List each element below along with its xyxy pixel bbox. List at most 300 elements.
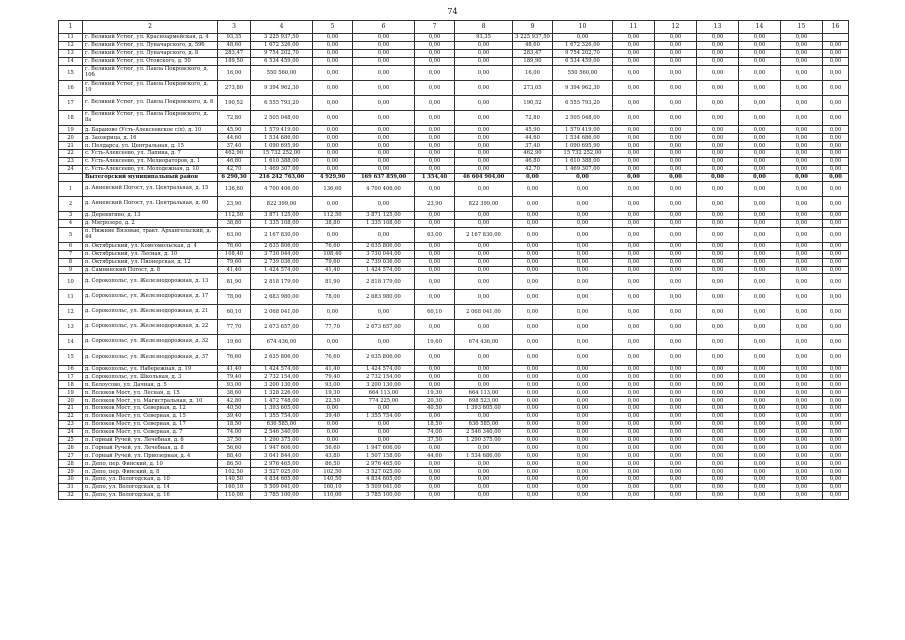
address-cell: п. Депо, пер. Финский, д. 8	[83, 468, 218, 476]
value-cell: 6 534 459,00	[553, 57, 613, 65]
value-cell: 0,00	[415, 49, 455, 57]
value-cell: 0,00	[415, 266, 455, 274]
value-cell: 1 335 108,00	[251, 219, 313, 227]
value-cell: 140,50	[313, 476, 353, 484]
address-cell: п. Депо, ул. Вологодская, д. 10	[83, 476, 218, 484]
value-cell: 1 610 388,00	[251, 157, 313, 165]
value-cell: 0,00	[553, 491, 613, 499]
table-row	[59, 250, 849, 258]
value-cell: 22,50	[313, 397, 353, 405]
value-cell: 0,00	[513, 428, 553, 436]
address-cell: д. Сорокопольс, ул. Железнодорожная, д. 22	[83, 320, 218, 335]
value-cell: 0,00	[655, 274, 697, 289]
value-cell: 110,00	[218, 491, 251, 499]
value-cell: 0,00	[655, 165, 697, 173]
value-cell: 0,00	[513, 397, 553, 405]
value-cell: 0,00	[415, 126, 455, 134]
value-cell: 0,00	[613, 381, 655, 389]
value-cell: 2 818 179,00	[251, 274, 313, 289]
address-cell: Вытегорский муниципальный район	[83, 173, 218, 181]
value-cell: 0,00	[823, 258, 849, 266]
value-cell: 0,00	[823, 304, 849, 319]
table-row	[59, 420, 849, 428]
value-cell: 0,00	[353, 428, 415, 436]
value-cell: 5 509 041,00	[353, 483, 415, 491]
value-cell: 6 534 459,00	[251, 57, 313, 65]
value-cell: 39,40	[313, 412, 353, 420]
value-cell: 0,00	[739, 452, 781, 460]
value-cell: 0,00	[697, 389, 739, 397]
table-row	[59, 460, 849, 468]
value-cell: 2 635 806,00	[251, 242, 313, 250]
value-cell: 0,00	[781, 165, 823, 173]
value-cell: 16,00	[513, 65, 553, 80]
value-cell: 0,00	[415, 165, 455, 173]
value-cell: 0,00	[455, 289, 513, 304]
value-cell: 0,00	[415, 181, 455, 196]
value-cell: 41,40	[313, 365, 353, 373]
value-cell: 0,00	[739, 460, 781, 468]
value-cell: 1 393 605,00	[455, 405, 513, 413]
value-cell: 0,00	[739, 219, 781, 227]
value-cell: 4 834 605,00	[251, 476, 313, 484]
value-cell: 102,50	[218, 468, 251, 476]
value-cell: 42,70	[218, 165, 251, 173]
value-cell: 0,00	[823, 397, 849, 405]
value-cell: 0,00	[455, 149, 513, 157]
value-cell: 0,00	[313, 65, 353, 80]
value-cell: 0,00	[697, 49, 739, 57]
address-cell: д. Сорокопольс, ул. Железнодорожная, д. 17	[83, 289, 218, 304]
value-cell: 0,00	[553, 266, 613, 274]
row-number-cell: 19	[59, 126, 83, 134]
value-cell: 2 546 340,00	[251, 428, 313, 436]
value-cell: 0,00	[823, 476, 849, 484]
value-cell: 79,60	[313, 258, 353, 266]
value-cell: 0,00	[613, 397, 655, 405]
address-cell: п. Октябрьский, ул. Пионерская, д. 12	[83, 258, 218, 266]
column-header: 6	[353, 21, 415, 34]
header-row	[59, 21, 849, 34]
address-cell: д. Анненский Погост, ул. Центральная, д. 15	[83, 181, 218, 196]
value-cell: 0,00	[455, 373, 513, 381]
value-cell: 0,00	[313, 126, 353, 134]
value-cell: 0,00	[353, 41, 415, 49]
value-cell: 72,80	[218, 111, 251, 126]
value-cell: 0,00	[739, 227, 781, 242]
value-cell: 0,00	[697, 242, 739, 250]
row-number-cell: 3	[59, 211, 83, 219]
row-number-cell: 23	[59, 157, 83, 165]
value-cell: 0,00	[613, 126, 655, 134]
value-cell: 0,00	[823, 444, 849, 452]
value-cell: 0,00	[781, 460, 823, 468]
value-cell: 2 818 179,00	[353, 274, 415, 289]
value-cell: 0,00	[655, 34, 697, 42]
value-cell: 0,00	[455, 476, 513, 484]
value-cell: 0,00	[415, 34, 455, 42]
value-cell: 0,00	[513, 405, 553, 413]
value-cell: 0,00	[353, 126, 415, 134]
value-cell: 0,00	[655, 444, 697, 452]
table-row	[59, 95, 849, 110]
value-cell: 38,60	[218, 389, 251, 397]
value-cell: 0,00	[455, 365, 513, 373]
value-cell: 1 090 695,90	[553, 142, 613, 150]
value-cell: 37,40	[513, 142, 553, 150]
value-cell: 0,00	[613, 142, 655, 150]
value-cell: 189,50	[218, 57, 251, 65]
value-cell: 0,00	[697, 483, 739, 491]
value-cell: 0,00	[739, 476, 781, 484]
value-cell: 0,00	[655, 49, 697, 57]
value-cell: 0,00	[513, 335, 553, 350]
value-cell: 0,00	[739, 65, 781, 80]
value-cell: 0,00	[455, 242, 513, 250]
value-cell: 0,00	[739, 173, 781, 181]
value-cell: 0,00	[313, 196, 353, 211]
value-cell: 0,00	[697, 65, 739, 80]
value-cell: 0,00	[415, 320, 455, 335]
address-cell: п. Полдарса, ул. Центральная, д. 15	[83, 142, 218, 150]
value-cell: 0,00	[697, 381, 739, 389]
value-cell: 20,30	[415, 397, 455, 405]
value-cell: 112,50	[218, 211, 251, 219]
value-cell: 0,00	[697, 41, 739, 49]
table-row	[59, 365, 849, 373]
value-cell: 0,00	[697, 274, 739, 289]
value-cell: 0,00	[613, 65, 655, 80]
row-number-cell: 4	[59, 219, 83, 227]
value-cell: 0,00	[823, 157, 849, 165]
value-cell: 41,40	[218, 365, 251, 373]
value-cell: 0,00	[739, 149, 781, 157]
address-cell: п. Волоков Мост, ул. Северная, д. 17	[83, 420, 218, 428]
table-row	[59, 149, 849, 157]
value-cell: 2 732 154,00	[251, 373, 313, 381]
value-cell: 0,00	[553, 258, 613, 266]
row-number-cell: 29	[59, 468, 83, 476]
value-cell: 1 424 574,00	[353, 266, 415, 274]
value-cell: 0,00	[781, 258, 823, 266]
value-cell: 0,00	[613, 491, 655, 499]
value-cell: 0,00	[513, 181, 553, 196]
value-cell: 0,00	[613, 49, 655, 57]
table-row	[59, 165, 849, 173]
value-cell: 169 637 859,00	[353, 173, 415, 181]
value-cell: 0,00	[697, 258, 739, 266]
page-number: 74	[447, 7, 458, 16]
value-cell: 2 673 657,00	[353, 320, 415, 335]
value-cell: 0,00	[455, 134, 513, 142]
value-cell: 0,00	[313, 142, 353, 150]
value-cell: 3 041 844,00	[251, 452, 313, 460]
value-cell: 1 610 388,00	[553, 157, 613, 165]
value-cell: 822 399,00	[251, 196, 313, 211]
value-cell: 0,00	[313, 428, 353, 436]
value-cell: 0,00	[655, 436, 697, 444]
value-cell: 0,00	[455, 80, 513, 95]
value-cell: 822 399,00	[455, 196, 513, 211]
value-cell: 462,90	[513, 149, 553, 157]
value-cell: 0,00	[313, 49, 353, 57]
value-cell: 0,00	[697, 335, 739, 350]
row-number-cell: 17	[59, 373, 83, 381]
value-cell: 462,90	[218, 149, 251, 157]
address-cell: г. Великий Устюг, ул. Луначарского, д. 8	[83, 49, 218, 57]
value-cell: 74,00	[218, 428, 251, 436]
value-cell: 0,00	[739, 196, 781, 211]
value-cell: 0,00	[781, 126, 823, 134]
value-cell: 1 534 686,00	[251, 134, 313, 142]
value-cell: 0,00	[655, 428, 697, 436]
value-cell: 0,00	[455, 320, 513, 335]
value-cell: 0,00	[655, 483, 697, 491]
value-cell: 0,00	[353, 157, 415, 165]
value-cell: 6 555 793,20	[553, 95, 613, 110]
value-cell: 0,00	[613, 444, 655, 452]
table-row	[59, 196, 849, 211]
value-cell: 0,00	[823, 80, 849, 95]
value-cell: 0,00	[823, 412, 849, 420]
value-cell: 0,00	[613, 250, 655, 258]
row-number-cell: 11	[59, 289, 83, 304]
address-cell: г. Великий Устюг, ул. Павла Покровского, д. 10б	[83, 65, 218, 80]
value-cell: 0,00	[313, 405, 353, 413]
value-cell: 0,00	[823, 335, 849, 350]
value-cell: 37,40	[218, 142, 251, 150]
value-cell: 0,00	[513, 389, 553, 397]
row-number-cell: 15	[59, 350, 83, 365]
value-cell: 0,00	[313, 157, 353, 165]
value-cell: 0,00	[513, 483, 553, 491]
value-cell: 3 730 044,00	[353, 250, 415, 258]
value-cell: 0,00	[655, 57, 697, 65]
value-cell: 0,00	[553, 452, 613, 460]
table-row	[59, 134, 849, 142]
value-cell: 0,00	[513, 476, 553, 484]
value-cell: 46,80	[218, 157, 251, 165]
value-cell: 2 739 036,00	[353, 258, 415, 266]
value-cell: 0,00	[455, 211, 513, 219]
value-cell: 0,00	[781, 389, 823, 397]
value-cell: 0,00	[823, 365, 849, 373]
value-cell: 1 534 686,00	[553, 134, 613, 142]
address-cell: п. Волоков Мост, ул. Северная, д. 7	[83, 428, 218, 436]
value-cell: 0,00	[655, 134, 697, 142]
value-cell: 0,00	[655, 420, 697, 428]
value-cell: 4 834 605,00	[353, 476, 415, 484]
value-cell: 0,00	[823, 274, 849, 289]
value-cell: 48,60	[513, 41, 553, 49]
value-cell: 3 730 044,00	[251, 250, 313, 258]
value-cell: 0,00	[455, 49, 513, 57]
value-cell: 0,00	[415, 274, 455, 289]
value-cell: 0,00	[613, 157, 655, 165]
value-cell: 60,10	[415, 304, 455, 319]
value-cell: 0,00	[697, 142, 739, 150]
value-cell: 1 355 754,00	[353, 412, 415, 420]
value-cell: 0,00	[613, 405, 655, 413]
address-cell: г. Великий Устюг, ул. Павла Покровского, д. 19	[83, 80, 218, 95]
value-cell: 0,00	[781, 181, 823, 196]
row-number-cell: 19	[59, 389, 83, 397]
value-cell: 0,00	[697, 350, 739, 365]
value-cell: 79,40	[218, 373, 251, 381]
row-number-cell: 20	[59, 397, 83, 405]
value-cell: 0,00	[655, 476, 697, 484]
value-cell: 0,00	[455, 41, 513, 49]
value-cell: 2 635 806,00	[251, 350, 313, 365]
column-header: 13	[697, 21, 739, 34]
value-cell: 0,00	[415, 242, 455, 250]
value-cell: 0,00	[613, 420, 655, 428]
value-cell: 102,50	[313, 468, 353, 476]
value-cell: 1 354,40	[415, 173, 455, 181]
value-cell: 0,00	[513, 227, 553, 242]
value-cell: 0,00	[739, 483, 781, 491]
row-number-cell: 11	[59, 34, 83, 42]
value-cell: 0,00	[823, 483, 849, 491]
table-row	[59, 49, 849, 57]
value-cell: 0,00	[313, 227, 353, 242]
row-number-cell: 16	[59, 365, 83, 373]
value-cell: 0,00	[613, 57, 655, 65]
value-cell: 0,00	[655, 250, 697, 258]
value-cell: 0,00	[739, 444, 781, 452]
value-cell: 0,00	[353, 436, 415, 444]
value-cell: 40,50	[218, 405, 251, 413]
value-cell: 0,00	[353, 149, 415, 157]
value-cell: 0,00	[823, 405, 849, 413]
value-cell: 0,00	[313, 134, 353, 142]
value-cell: 0,00	[739, 49, 781, 57]
value-cell: 0,00	[655, 452, 697, 460]
row-number-cell: 27	[59, 452, 83, 460]
value-cell: 1 469 307,00	[553, 165, 613, 173]
value-cell: 1 472 748,00	[251, 397, 313, 405]
value-cell: 1 290 375,00	[251, 436, 313, 444]
value-cell: 136,60	[313, 181, 353, 196]
value-cell: 0,00	[353, 304, 415, 319]
value-cell: 0,00	[781, 491, 823, 499]
value-cell: 9 394 962,30	[553, 80, 613, 95]
value-cell: 0,00	[553, 320, 613, 335]
value-cell: 190,52	[513, 95, 553, 110]
row-number-cell: 21	[59, 142, 83, 150]
value-cell: 56,60	[313, 444, 353, 452]
value-cell: 0,00	[655, 196, 697, 211]
value-cell: 0,00	[513, 304, 553, 319]
value-cell: 0,00	[655, 335, 697, 350]
value-cell: 0,00	[739, 165, 781, 173]
value-cell: 93,00	[218, 381, 251, 389]
value-cell: 1 355 754,00	[251, 412, 313, 420]
address-cell: д. Сорокопольс, ул. Железнодорожная, д. 21	[83, 304, 218, 319]
row-number-cell: 10	[59, 274, 83, 289]
value-cell: 0,00	[455, 57, 513, 65]
value-cell: 3 527 025,00	[353, 468, 415, 476]
value-cell: 0,00	[781, 173, 823, 181]
resettlement-table	[58, 20, 849, 500]
value-cell: 0,00	[553, 412, 613, 420]
value-cell: 0,00	[613, 304, 655, 319]
value-cell: 0,00	[455, 412, 513, 420]
value-cell: 0,00	[781, 57, 823, 65]
value-cell: 0,00	[655, 289, 697, 304]
column-header: 15	[781, 21, 823, 34]
value-cell: 0,00	[613, 196, 655, 211]
column-header: 8	[455, 21, 513, 34]
value-cell: 0,00	[781, 41, 823, 49]
value-cell: 0,00	[781, 49, 823, 57]
value-cell: 0,00	[697, 157, 739, 165]
value-cell: 0,00	[415, 468, 455, 476]
value-cell: 108,40	[313, 250, 353, 258]
table-row	[59, 111, 849, 126]
table-row	[59, 126, 849, 134]
column-header: 7	[415, 21, 455, 34]
value-cell: 0,00	[655, 397, 697, 405]
value-cell: 0,00	[697, 111, 739, 126]
value-cell: 0,00	[613, 111, 655, 126]
value-cell: 0,00	[655, 350, 697, 365]
address-cell: г. Великий Устюг, ул. Отовского, д. 50	[83, 57, 218, 65]
value-cell: 44,60	[513, 134, 553, 142]
value-cell: 0,00	[415, 460, 455, 468]
value-cell: 0,00	[739, 242, 781, 250]
value-cell: 0,00	[739, 397, 781, 405]
row-number-cell: 28	[59, 460, 83, 468]
value-cell: 0,00	[739, 350, 781, 365]
value-cell: 0,00	[655, 41, 697, 49]
value-cell: 0,00	[513, 289, 553, 304]
value-cell: 664 113,00	[455, 389, 513, 397]
value-cell: 0,00	[823, 181, 849, 196]
value-cell: 0,00	[739, 126, 781, 134]
value-cell: 1 507 158,00	[353, 452, 415, 460]
value-cell: 0,00	[415, 444, 455, 452]
value-cell: 0,00	[553, 250, 613, 258]
value-cell: 0,00	[781, 149, 823, 157]
value-cell: 0,00	[697, 397, 739, 405]
value-cell: 0,00	[353, 57, 415, 65]
value-cell: 0,00	[553, 34, 613, 42]
value-cell: 4 929,90	[313, 173, 353, 181]
value-cell: 0,00	[781, 274, 823, 289]
value-cell: 0,00	[553, 274, 613, 289]
value-cell: 0,00	[697, 134, 739, 142]
value-cell: 0,00	[781, 476, 823, 484]
value-cell: 0,00	[513, 211, 553, 219]
value-cell: 0,00	[613, 335, 655, 350]
value-cell: 0,00	[613, 149, 655, 157]
value-cell: 0,00	[823, 219, 849, 227]
value-cell: 0,00	[553, 460, 613, 468]
value-cell: 0,00	[697, 227, 739, 242]
value-cell: 0,00	[415, 289, 455, 304]
value-cell: 0,00	[553, 397, 613, 405]
address-cell: д. Сорокопольс, ул. Школьная, д. 3	[83, 373, 218, 381]
value-cell: 0,00	[415, 95, 455, 110]
value-cell: 0,00	[513, 274, 553, 289]
value-cell: 0,00	[781, 365, 823, 373]
value-cell: 1 672 326,00	[251, 41, 313, 49]
value-cell: 0,00	[613, 41, 655, 49]
table-row	[59, 335, 849, 350]
value-cell: 0,00	[823, 289, 849, 304]
value-cell: 108,40	[218, 250, 251, 258]
